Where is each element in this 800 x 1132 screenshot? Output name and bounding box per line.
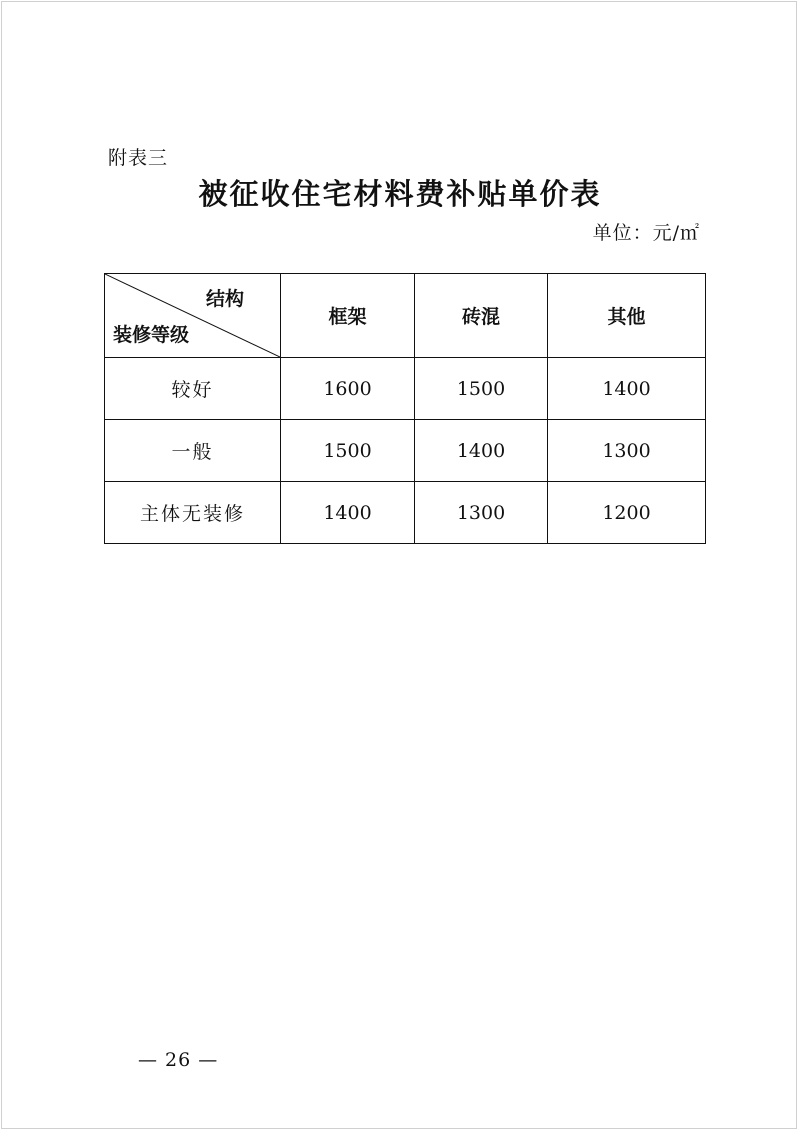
table-cell: 1500	[281, 420, 415, 482]
column-header-brick: 砖混	[415, 274, 548, 358]
document-title: 被征收住宅材料费补贴单价表	[198, 177, 602, 211]
table-cell: 1200	[548, 482, 706, 544]
table-row	[105, 420, 706, 482]
appendix-label: 附表三	[108, 147, 169, 169]
table-cell: 1600	[281, 358, 415, 420]
corner-cell	[105, 274, 281, 358]
row-label: 一般	[105, 420, 281, 482]
table-cell: 1400	[281, 482, 415, 544]
page-border	[1, 1, 797, 1129]
table-cell: 1400	[548, 358, 706, 420]
unit-label: 单位：元/㎡	[592, 222, 700, 244]
table-cell: 1400	[415, 420, 548, 482]
page-number: — 26 —	[138, 1049, 219, 1071]
table-row	[105, 482, 706, 544]
price-table	[104, 273, 706, 544]
table-cell: 1300	[415, 482, 548, 544]
column-header-frame: 框架	[281, 274, 415, 358]
table-cell: 1300	[548, 420, 706, 482]
column-header-other: 其他	[548, 274, 706, 358]
row-label: 较好	[105, 358, 281, 420]
table-cell: 1500	[415, 358, 548, 420]
corner-label-structure: 结构	[205, 288, 244, 310]
row-label: 主体无装修	[105, 482, 281, 544]
corner-label-grade: 装修等级	[113, 324, 190, 346]
table-header-row	[105, 274, 706, 358]
table-row	[105, 358, 706, 420]
